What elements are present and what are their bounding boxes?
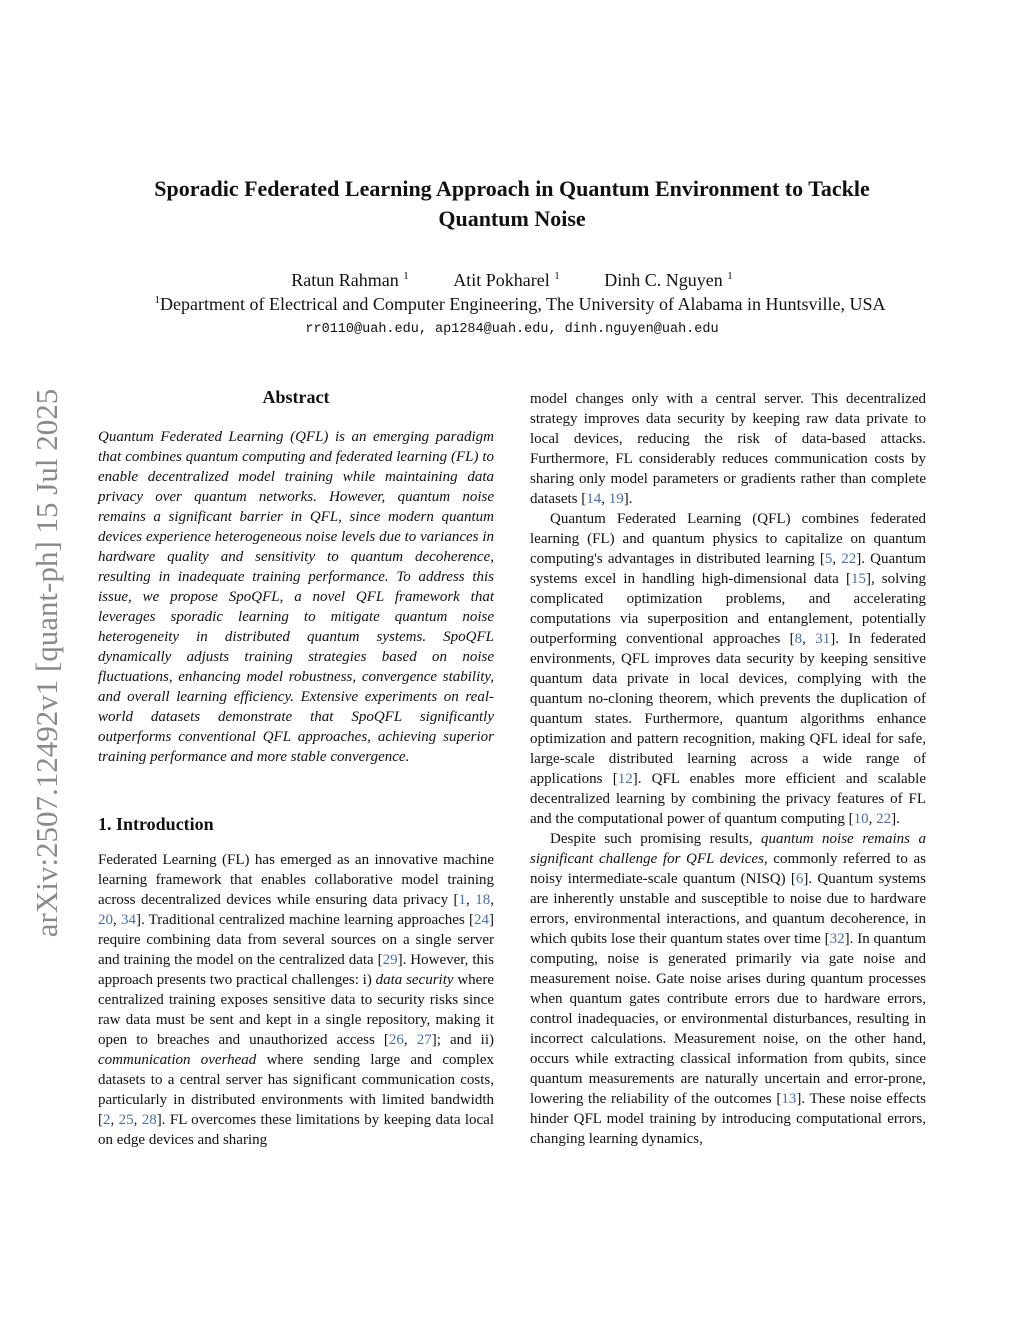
author-name: Atit Pokharel [453,270,550,290]
intro-paragraph-1-cont: model changes only with a central server. This decentralized strategy improves data security by keeping raw data private to local devices, reducing the risk of data-based attacks. Furthermore, FL considerably reduces communication costs by sharing only model parameters or gradients rather than complete datasets [14, 19]. [530,391,926,507]
abstract-heading: Abstract [262,387,330,407]
section-heading: 1. Introduction [98,814,214,834]
author-emails: rr0110@uah.edu, ap1284@uah.edu, dinh.nguyen@uah.edu [305,322,719,337]
citation-link[interactable]: 15 [850,571,866,587]
citation-link[interactable]: 24 [474,912,490,928]
author-list [112,270,912,291]
citation-link[interactable]: 5 [824,551,833,567]
citation-link[interactable]: 26 [388,1032,404,1048]
affiliation [60,294,980,315]
citation-link[interactable]: 27 [416,1032,432,1048]
citation-link[interactable]: 25 [118,1112,134,1128]
author [604,270,733,290]
citation-link[interactable]: 6 [795,871,804,887]
citation-link[interactable]: 10 [853,811,869,827]
citation-link[interactable]: 2 [103,1112,111,1128]
author [291,270,408,290]
right-column [530,389,926,1149]
intro-paragraph-2: Quantum Federated Learning (QFL) combines federated learning (FL) and quantum physics to capitalize on quantum computing's advantages in distributed learning [5, 22]. Quantum systems excel in handling high-dimensional data [15], solving complicated optimization problems, and accelerating computations via superposition and entanglement, potentially outperforming conventional approaches [8, 31]. In federated environments, QFL improves data security by keeping sensitive quantum data private in local devices, complying with the quantum no-cloning theorem, which prevents the duplication of quantum states. Furthermore, quantum algorithms enhance optimization and pattern recognition, making QFL ideal for safe, large-scale distributed learning across a wide range of applications [12]. QFL enables more efficient and scalable decentralized learning by combining the privacy features of FL and the computational power of quantum computing [10, 22]. [530,511,927,827]
citation-link[interactable]: 14 [586,491,602,507]
citation-link[interactable]: 19 [608,491,624,507]
author-affil-mark: 1 [403,270,409,282]
affiliation-mark: 1 [154,294,160,306]
left-column [98,385,494,1150]
author-name: Ratun Rahman [291,270,399,290]
citation-link[interactable]: 22 [841,551,857,567]
citation-link[interactable]: 1 [458,892,467,908]
author-affil-mark: 1 [554,270,560,282]
affiliation-text: Department of Electrical and Computer Engineering, The University of Alabama in Huntsville, USA [160,294,886,314]
citation-link[interactable]: 28 [141,1112,157,1128]
abstract-text: Quantum Federated Learning (QFL) is an emerging paradigm that combines quantum computing and federated learning (FL) to enable decentralized model training while maintaining data privacy over quantum networks. However, quantum noise remains a significant barrier in QFL, since modern quantum devices experience heterogeneous noise levels due to variances in hardware quality and sensitivity to quantum decoherence, resulting in inadequate training performance. To address this issue, we propose SpoQFL, a novel QFL framework that leverages sporadic learning to mitigate quantum noise heterogeneity in distributed quantum systems. SpoQFL dynamically adjusts training strategies based on noise fluctuations, enhancing model robustness, convergence stability, and overall learning efficiency. Extensive experiments on real-world datasets demonstrate that SpoQFL significantly outperforms conventional QFL approaches, achieving superior training performance and more stable convergence. [98,429,494,765]
citation-link[interactable]: 31 [815,631,831,647]
citation-link[interactable]: 8 [794,631,803,647]
citation-link[interactable]: 22 [876,811,892,827]
citation-link[interactable]: 12 [617,771,633,787]
citation-link[interactable]: 34 [120,912,136,928]
intro-paragraph-3: Despite such promising results, quantum noise remains a significant challenge for QFL devices, commonly referred to as noisy intermediate-scale quantum (NISQ) [6]. Quantum systems are inherently unstable and susceptible to noise due to hardware errors, environmental interactions, and quantum decoherence, in which qubits lose their quantum states over time [32]. In quantum computing, noise is generated primarily via gate noise and measurement noise. Gate noise arises during quantum processes when quantum gates contribute errors due to hardware errors, control inadequacies, or environmental disturbances, resulting in incorrect calculations. Measurement noise, on the other hand, occurs while extracting classical information from qubits, since quantum measurements are naturally uncertain and error-prone, lowering the reliability of the outcomes [13]. These noise effects hinder QFL model training by introducing computational errors, changing learning dynamics, [530,831,927,1147]
arxiv-identifier: arXiv:2507.12492v1 [quant-ph] 15 Jul 2025 [29,388,64,938]
citation-link[interactable]: 32 [829,931,845,947]
citation-link[interactable]: 20 [98,912,113,928]
citation-link[interactable]: 18 [475,892,491,908]
citation-link[interactable]: 29 [382,952,398,968]
intro-paragraph-1: Federated Learning (FL) has emerged as an innovative machine learning framework that enables collaborative model training across decentralized devices while ensuring data privacy [1, 18, 20, 34]. Traditional centralized machine learning approaches [24] require combining data from several sources on a single server and training the model on the centralized data [29]. However, this approach presents two practical challenges: i) data security where centralized training exposes sensitive data to security risks since raw data must be sent and kept in a single repository, making it open to breaches and unauthorized access [26, 27]; and ii) communication overhead where sending large and complex datasets to a central server has significant communication costs, particularly in distributed environments with limited bandwidth [2, 25, 28]. FL overcomes these limitations by keeping data local on edge devices and sharing [98,852,495,1148]
author-name: Dinh C. Nguyen [604,270,723,290]
author-affil-mark: 1 [727,270,733,282]
author [453,270,560,290]
paper-title: Sporadic Federated Learning Approach in Quantum Environment to Tackle Quantum Noise [154,176,870,231]
citation-link[interactable]: 13 [781,1091,797,1107]
